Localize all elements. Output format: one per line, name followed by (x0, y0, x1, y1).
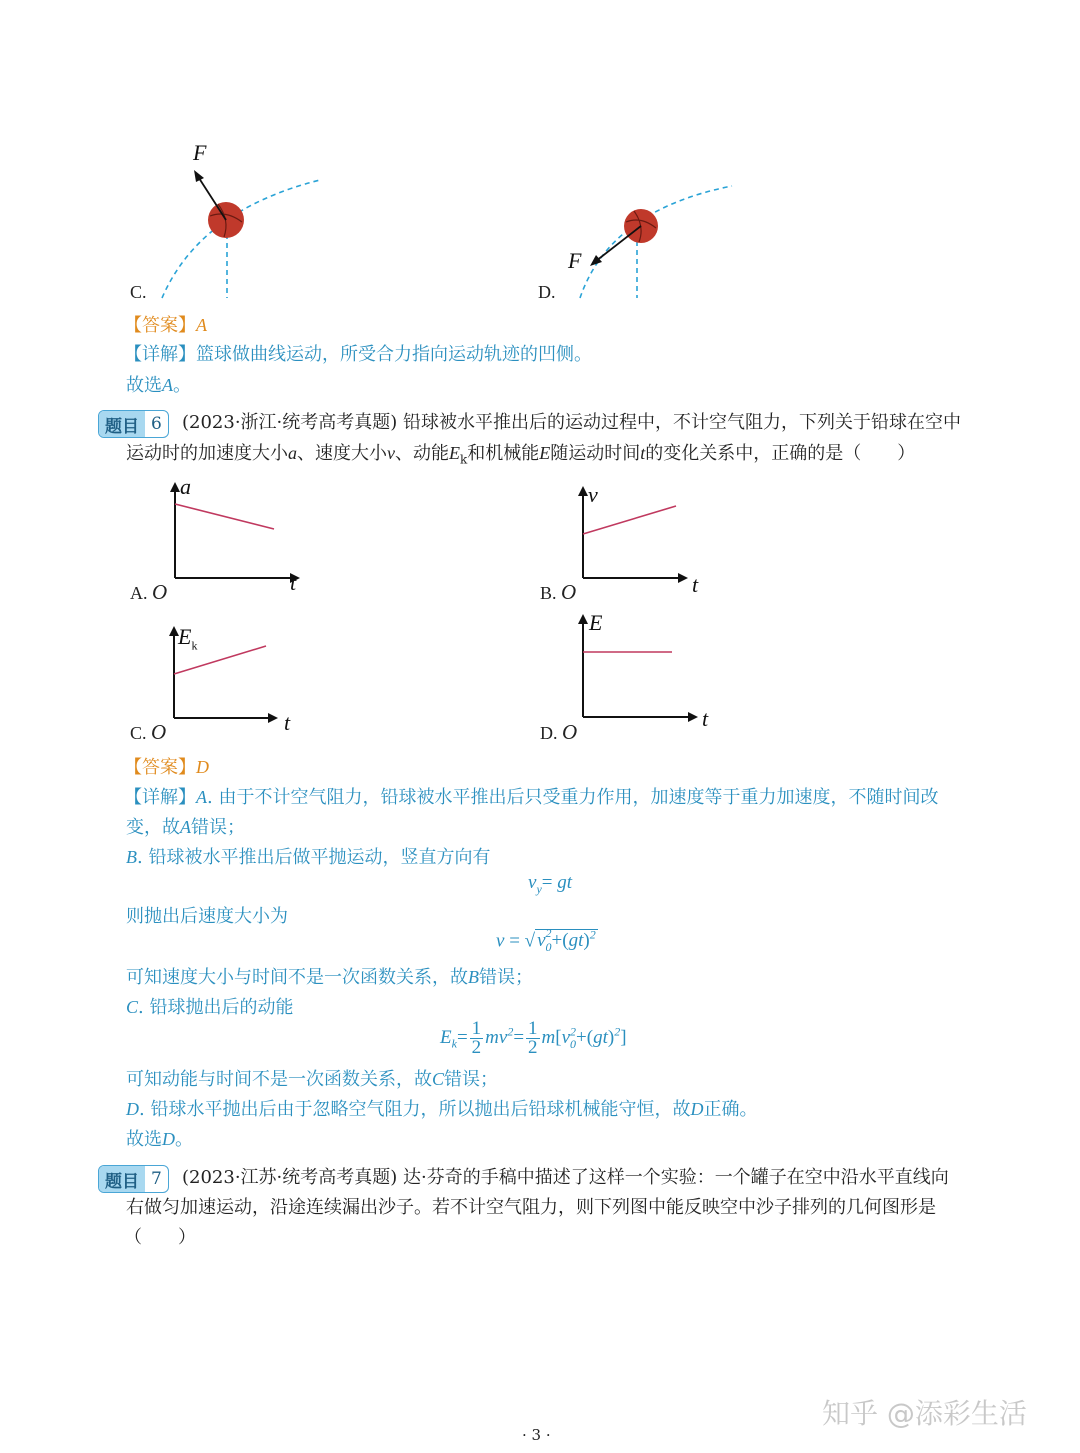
q6-stem-line1: (2023·浙江·统考高考真题) 铅球被水平推出后的运动过程中，不计空气阻力，下列关于铅球在空中 (182, 412, 962, 433)
equation-1: $v_y=$ gt (528, 872, 573, 896)
question-tag-7: 题目 7 (98, 1165, 169, 1193)
q6-conclusion: 故选D。 (126, 1129, 193, 1150)
q6-detail-a-line1: 【详解】A. 由于不计空气阻力，铅球被水平推出后只受重力作用，加速度等于重力加速度，不随时间改 (124, 787, 939, 808)
watermark: 知乎 @添彩生活 (822, 1397, 1027, 1430)
graph-c-y-label: $E_k$ (178, 624, 198, 653)
q6-detail-a-line2: 变，故A错误； (126, 817, 245, 838)
option-c-label: C. (130, 282, 147, 302)
q5-figure-c (120, 130, 350, 310)
q6-detail-b-line3: 可知速度大小与时间不是一次函数关系，故B错误； (126, 967, 533, 988)
graph-c-option: C. O (130, 720, 167, 744)
answer-value: A (196, 315, 207, 335)
q5-answer-line (124, 310, 207, 341)
q5-conclusion: 故选A。 (126, 375, 191, 396)
graph-d-y-label: E (589, 610, 603, 635)
q7-stem-line2: 右做匀加速运动，沿途连续漏出沙子。若不计空气阻力，则下列图中能反映空中沙子排列的几何图形是 (126, 1197, 936, 1218)
question-tag-6: 题目 6 (98, 410, 169, 438)
q6-stem-line2: 运动时的加速度大小a、速度大小v、动能$E_k$和机械能E随运动时间t的变化关系中，正确的是（ ） (126, 443, 916, 467)
basketball-trajectory-diagram (560, 170, 760, 310)
force-label-d: F (568, 248, 582, 273)
graph-c-x-label: t (284, 710, 291, 735)
graph-d-option: D. O (540, 720, 578, 744)
q6-detail-b-line2: 则抛出后速度大小为 (126, 906, 288, 927)
force-arrow-icon (194, 170, 204, 182)
equation-2: v = √ $v^2_0+(gt)^2$ (496, 926, 596, 955)
q6-source: (2023·浙江·统考高考真题) (182, 412, 398, 433)
graph-line (175, 504, 274, 529)
graph-line (583, 506, 676, 534)
graph-a-x-label: t (290, 570, 297, 595)
equation-3: $E_k=$ $\frac{1}{2}$ $mv^2=$ $\frac{1}{2}$ $m[v^2_0+(gt)^2]$ (440, 1018, 627, 1058)
option-d-label: D. (538, 282, 556, 302)
graph-a-y-label: a (180, 474, 191, 499)
q7-stem-line1: (2023·江苏·统考高考真题) 达·芬奇的手稿中描述了这样一个实验：一个罐子在空中沿水平直线向 (182, 1167, 949, 1188)
q6-detail-c-line1: C. 铅球抛出后的动能 (126, 997, 294, 1018)
detail-text: 篮球做曲线运动，所受合力指向运动轨迹的凹侧。 (196, 344, 592, 365)
q6-answer-line: 【答案】D (124, 757, 209, 778)
basketball-trajectory-diagram (120, 130, 350, 310)
force-label-c: F (193, 140, 207, 165)
graph-d-x-label: t (702, 706, 709, 731)
graph-b-x-label: t (692, 572, 699, 597)
q6-detail-b-line1: B. 铅球被水平推出后做平抛运动，竖直方向有 (126, 847, 491, 868)
graph-a-option: A. O (130, 580, 168, 604)
detail-label: 【详解】 (124, 344, 196, 365)
q5-figure-d (560, 170, 760, 310)
q6-detail-d-line1: D. 铅球水平抛出后由于忽略空气阻力，所以抛出后铅球机械能守恒，故D正确。 (126, 1099, 758, 1120)
q7-stem-line3: （ ） (124, 1227, 196, 1248)
q6-detail-c-line2: 可知动能与时间不是一次函数关系，故C错误； (126, 1069, 499, 1090)
page-number: · 3 · (522, 1426, 551, 1444)
graph-b-option: B. O (540, 580, 577, 604)
answer-label: 【答案】 (124, 315, 196, 336)
q5-detail-line (124, 340, 592, 370)
graph-b-y-label: v (588, 482, 598, 507)
